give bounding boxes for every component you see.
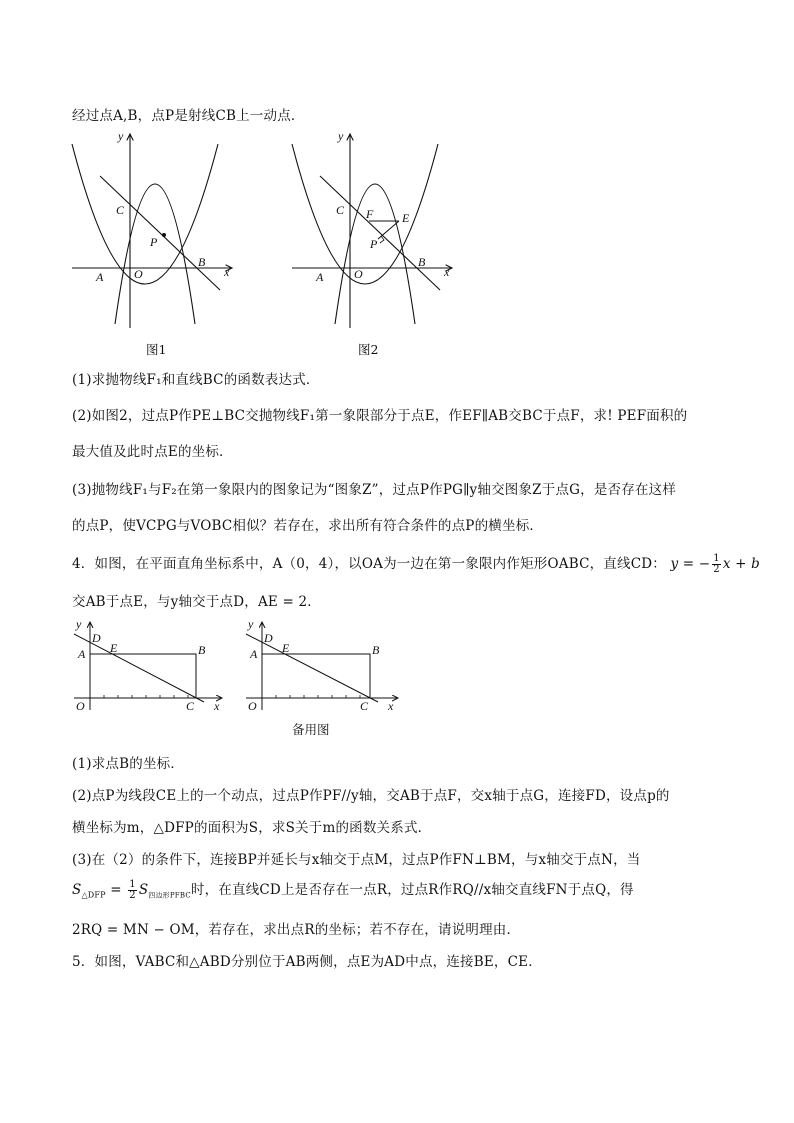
line-eq-num: 1 [713, 553, 720, 564]
label-f: F [366, 207, 374, 221]
figure-4-main [64, 616, 234, 716]
label-c: C [336, 203, 345, 217]
eq-sign: = [105, 882, 127, 898]
label-a: A [250, 647, 258, 661]
label-a: A [96, 270, 104, 284]
label-e: E [110, 641, 118, 655]
figure-2 [282, 124, 472, 334]
s-right-sub: 四边形PFBC [148, 891, 191, 900]
label-y: y [248, 617, 254, 631]
s-left: S [72, 882, 82, 898]
half-num: 1 [129, 879, 136, 890]
rectangle-oabc [90, 654, 196, 698]
parabola-up [292, 144, 438, 284]
q3-part3-line2: 的点P，使VCPG与VOBC相似？若存在，求出所有符合条件的点P的横坐标． [72, 518, 544, 534]
q4-stem-text: 4．如图，在平面直角坐标系中，A（0，4），以OA为一边在第一象限内作矩形OABC，直线CD： [72, 556, 666, 572]
intro-line: 经过点A,B，点P是射线CB上一动点． [72, 108, 305, 124]
figure-1-caption: 图1 [146, 342, 167, 357]
q4-part2-line2: 横坐标为m，△DFP的面积为S，求S关于m的函数关系式． [72, 820, 432, 836]
label-x: x [214, 699, 220, 713]
label-c: C [360, 699, 369, 713]
parabola-down [335, 184, 415, 324]
q3-part2-line1: (2)如图2，过点P作PE⊥BC交抛物线F₁第一象限部分于点E，作EF∥AB交BC于点F，求! PEF面积的 [72, 408, 688, 424]
label-c: C [186, 699, 195, 713]
label-b: B [198, 643, 206, 657]
label-b: B [372, 643, 380, 657]
q5-stem: 5．如图，VABC和△ABD分别位于AB两侧，点E为AD中点，连接BE，CE． [72, 954, 542, 970]
rectangle-oabc [262, 654, 370, 698]
line-bc [320, 176, 440, 290]
label-b: B [198, 255, 206, 269]
line-eq-den: 2 [713, 564, 720, 575]
figure-4-backup [240, 616, 410, 716]
parabola-down [115, 184, 195, 324]
q3-part1: (1)求抛物线F₁和直线BC的函数表达式． [72, 372, 320, 388]
q4-part1: (1)求点B的坐标． [72, 756, 185, 772]
label-o: O [76, 699, 85, 713]
label-d: D [92, 631, 101, 645]
label-p: P [150, 235, 158, 249]
q4-part3-line2-rest: 时，在直线CD上是否存在一点R，过点R作RQ//x轴交直线FN于点Q，得 [190, 882, 634, 898]
figure-4-backup-caption: 备用图 [292, 722, 330, 737]
half-den: 2 [129, 890, 136, 901]
label-a: A [316, 270, 324, 284]
figure-2-caption: 图2 [358, 342, 379, 357]
label-x: x [224, 265, 230, 279]
label-p: P [370, 237, 378, 251]
point-p [162, 233, 166, 237]
label-e: E [402, 211, 410, 225]
label-o: O [354, 267, 363, 281]
s-right: S [138, 882, 149, 898]
label-y: y [338, 129, 344, 143]
label-x: x [444, 265, 450, 279]
parabola-up [72, 144, 218, 284]
q4-part3-line1: (3)在（2）的条件下，连接BP并延长与x轴交于点M，过点P作FN⊥BM，与x轴交于点N，当 [72, 852, 641, 868]
label-o: O [248, 699, 257, 713]
q3-part2-line2: 最大值及此时点E的坐标． [72, 444, 233, 460]
figure-1 [60, 124, 250, 334]
line-eq-fraction [712, 554, 721, 575]
line-bc [100, 176, 220, 290]
label-o: O [134, 267, 143, 281]
label-y: y [76, 617, 82, 631]
label-e: E [282, 641, 290, 655]
label-x: x [388, 699, 394, 713]
s-left-sub: △DFP [81, 890, 106, 900]
label-d: D [264, 631, 273, 645]
q4-stem-line1 [72, 552, 760, 575]
q4-part3-line2 [72, 878, 634, 901]
q3-part3-line1: (3)抛物线F₁与F₂在第一象限内的图象记为“图象Z”，过点P作PG∥y轴交图象Z于点G，是否存在这样 [72, 482, 677, 498]
label-c: C [116, 203, 125, 217]
half-fraction [128, 880, 137, 901]
line-eq-prefix: y = − [670, 556, 711, 572]
label-a: A [78, 647, 86, 661]
q4-part3-line3: 2RQ = MN − OM，若存在，求出点R的坐标；若不存在，请说明理由． [72, 922, 521, 938]
q4-part2-line1: (2)点P为线段CE上的一个动点，过点P作PF//y轴，交AB于点F，交x轴于点G，连接FD，设点p的 [72, 788, 670, 804]
q4-stem-line2: 交AB于点E，与y轴交于点D，AE = 2． [72, 594, 321, 610]
label-b: B [418, 255, 426, 269]
label-y: y [118, 129, 124, 143]
line-eq-suffix: x + b [722, 556, 761, 572]
